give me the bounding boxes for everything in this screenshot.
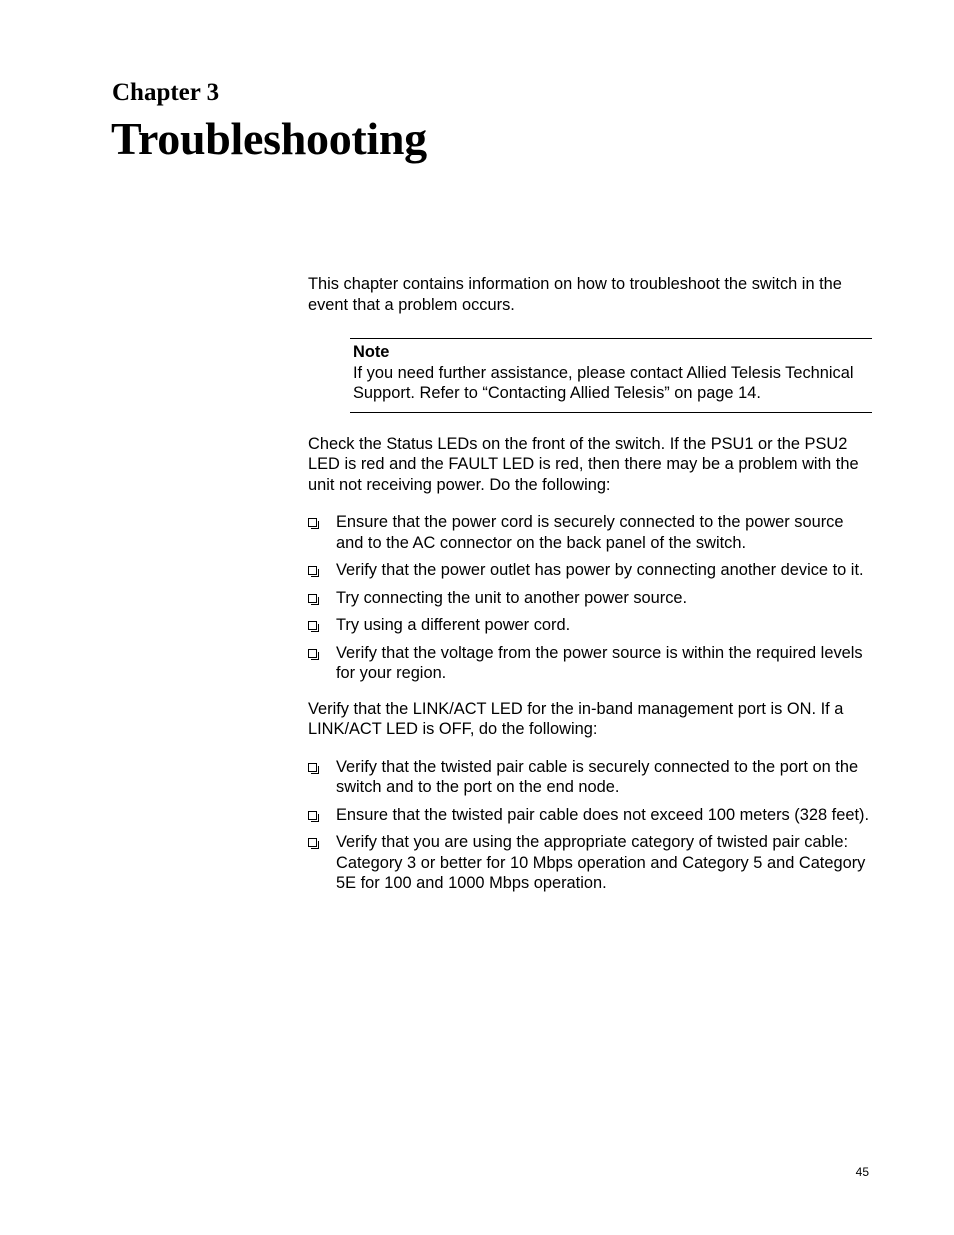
checkbox-bullet-icon	[308, 518, 317, 527]
list-item	[308, 757, 872, 798]
list-item-text: Verify that you are using the appropriate category of twisted pair cable: Category 3 or better for 10 Mbps operation and Category 5 and Category 5E for 100 and 1000 Mbps operation.	[336, 833, 866, 892]
checkbox-bullet-icon	[308, 649, 317, 658]
list-item-text: Verify that the power outlet has power by connecting another device to it.	[336, 561, 864, 579]
link-check-paragraph: Verify that the LINK/ACT LED for the in-band management port is ON. If a LINK/ACT LED is OFF, do the following:	[308, 699, 844, 738]
intro-paragraph: This chapter contains information on how to troubleshoot the switch in the event that a problem occurs.	[308, 275, 842, 314]
checkbox-bullet-icon	[308, 838, 317, 847]
list-item-text: Verify that the twisted pair cable is securely connected to the port on the switch and to the port on the end node.	[336, 757, 859, 796]
list-item	[308, 560, 872, 581]
list-item	[308, 643, 872, 684]
list-item-text: Verify that the voltage from the power source is within the required levels for your region.	[336, 643, 863, 682]
checkbox-bullet-icon	[308, 811, 317, 820]
list-item-text: Try using a different power cord.	[336, 616, 571, 634]
checkbox-bullet-icon	[308, 763, 317, 772]
list-item	[308, 832, 872, 894]
power-check-list	[308, 512, 872, 684]
note-title: Note	[353, 343, 390, 361]
note-text: If you need further assistance, please contact Allied Telesis Technical Support. Refer to “Contacting Allied Telesis” on page 14.	[353, 363, 854, 402]
list-item	[308, 615, 872, 636]
list-item	[308, 588, 872, 609]
list-item-text: Ensure that the twisted pair cable does not exceed 100 meters (328 feet).	[336, 805, 870, 824]
page-number: 45	[855, 1165, 869, 1179]
chapter-body	[308, 274, 872, 909]
list-item-text: Ensure that the power cord is securely connected to the power source and to the AC connector on the back panel of the switch.	[336, 513, 844, 552]
list-item	[308, 512, 872, 553]
chapter-title: Troubleshooting	[111, 113, 427, 164]
link-check-list	[308, 757, 872, 894]
list-item-text: Try connecting the unit to another power source.	[336, 588, 688, 607]
power-check-paragraph: Check the Status LEDs on the front of the switch. If the PSU1 or the PSU2 LED is red and the FAULT LED is red, then there may be a problem with the unit not receiving power. Do the following:	[308, 434, 859, 494]
checkbox-bullet-icon	[308, 594, 317, 603]
list-item	[308, 805, 872, 826]
note-box	[350, 338, 872, 413]
checkbox-bullet-icon	[308, 621, 317, 630]
chapter-label: Chapter 3	[112, 79, 220, 106]
checkbox-bullet-icon	[308, 566, 317, 575]
